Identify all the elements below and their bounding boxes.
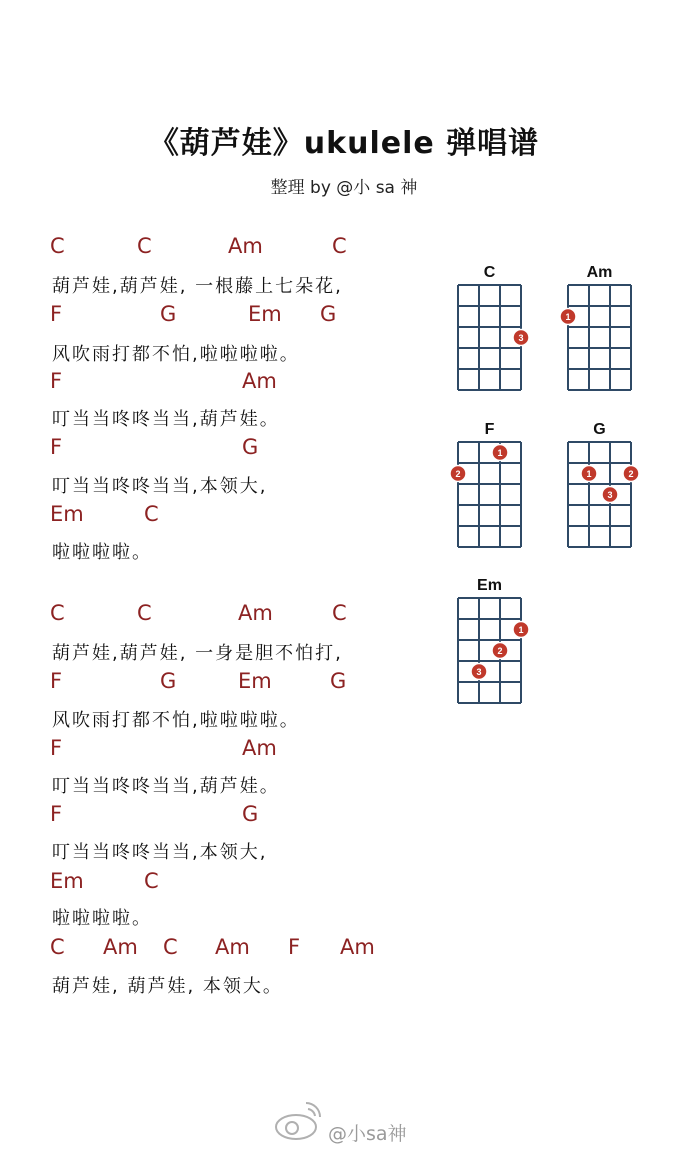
lyric-line: 葫芦娃,葫芦娃, 一根藤上七朵花, (52, 276, 343, 297)
chord-label: C (137, 601, 152, 625)
finger-number: 1 (586, 469, 592, 479)
finger-dot (450, 466, 466, 482)
chord-label: C (332, 234, 347, 258)
chord-diagram-c (458, 264, 529, 390)
chord-label: C (137, 234, 152, 258)
sheet-title: 《葫芦娃》ukulele 弹唱谱 (148, 126, 540, 161)
chord-label: F (288, 935, 301, 959)
chord-diagram-name: Em (477, 577, 502, 594)
chord-label: C (50, 935, 65, 959)
chord-label: G (160, 302, 177, 326)
chord-label: F (50, 736, 63, 760)
chord-label: G (330, 669, 347, 693)
lyric-line: 叮当当咚咚当当,葫芦娃。 (52, 409, 280, 430)
chord-label: Am (103, 935, 138, 959)
chord-label: Am (238, 601, 273, 625)
chord-label: G (242, 435, 259, 459)
finger-number: 1 (565, 312, 571, 322)
chord-label: Em (238, 669, 272, 693)
chord-label: C (144, 502, 159, 526)
chord-label: G (242, 802, 259, 826)
chord-label: Am (340, 935, 375, 959)
lyric-line: 啦啦啦啦。 (52, 542, 152, 563)
chord-label: Em (248, 302, 282, 326)
chord-label: C (163, 935, 178, 959)
chord-label: Am (242, 369, 277, 393)
finger-dot (471, 664, 487, 680)
fretboard-grid (458, 598, 524, 703)
lyric-line: 葫芦娃, 葫芦娃, 本领大。 (52, 976, 283, 997)
watermark-text: @小sa神 (328, 1123, 407, 1145)
fretboard-grid (458, 285, 524, 390)
chord-diagram-name: G (593, 421, 606, 438)
finger-dot (581, 466, 597, 482)
fretboard-grid (568, 442, 634, 547)
chord-diagram-f (450, 421, 521, 547)
chord-label: F (50, 302, 63, 326)
chord-label: G (160, 669, 177, 693)
finger-number: 1 (497, 448, 503, 458)
watermark (270, 1093, 450, 1143)
chord-label: C (50, 234, 65, 258)
finger-number: 2 (455, 469, 461, 479)
chord-diagram-g (568, 421, 639, 547)
lyric-line: 叮当当咚咚当当,本领大, (52, 842, 268, 863)
finger-number: 3 (476, 667, 482, 677)
chord-label: F (50, 669, 63, 693)
chord-label: G (320, 302, 337, 326)
finger-dot (623, 466, 639, 482)
chord-diagram-am (560, 264, 631, 390)
fretboard-grid (568, 285, 631, 390)
lyric-line: 葫芦娃,葫芦娃, 一身是胆不怕打, (52, 643, 343, 664)
lyric-line: 风吹雨打都不怕,啦啦啦啦。 (52, 710, 300, 731)
finger-number: 3 (607, 490, 613, 500)
chord-diagram-name: C (483, 264, 496, 281)
chord-diagram-em (458, 577, 529, 703)
finger-dot (513, 622, 529, 638)
finger-dot (560, 309, 576, 325)
fretboard-grid (458, 442, 521, 547)
finger-dot (492, 445, 508, 461)
chord-label: F (50, 369, 63, 393)
chord-diagram-name: F (484, 421, 495, 438)
chord-label: Am (228, 234, 263, 258)
lyric-line: 叮当当咚咚当当,葫芦娃。 (52, 776, 280, 797)
finger-dot (513, 330, 529, 346)
arranger-credit: 整理 by @小 sa 神 (270, 178, 418, 198)
finger-dot (602, 487, 618, 503)
chord-label: Em (50, 502, 84, 526)
lyric-line: 叮当当咚咚当当,本领大, (52, 476, 268, 497)
finger-dot (492, 643, 508, 659)
chord-label: C (144, 869, 159, 893)
lyric-line: 风吹雨打都不怕,啦啦啦啦。 (52, 344, 300, 365)
chord-label: Am (242, 736, 277, 760)
chord-label: F (50, 435, 63, 459)
finger-number: 1 (518, 625, 524, 635)
chord-diagram-name: Am (586, 264, 613, 281)
finger-number: 2 (628, 469, 634, 479)
chord-label: Am (215, 935, 250, 959)
weibo-logo-icon (270, 1093, 326, 1143)
finger-number: 3 (518, 333, 524, 343)
finger-number: 2 (497, 646, 503, 656)
chord-label: C (332, 601, 347, 625)
lyric-line: 啦啦啦啦。 (52, 908, 152, 929)
chord-label: Em (50, 869, 84, 893)
chord-label: C (50, 601, 65, 625)
chord-label: F (50, 802, 63, 826)
